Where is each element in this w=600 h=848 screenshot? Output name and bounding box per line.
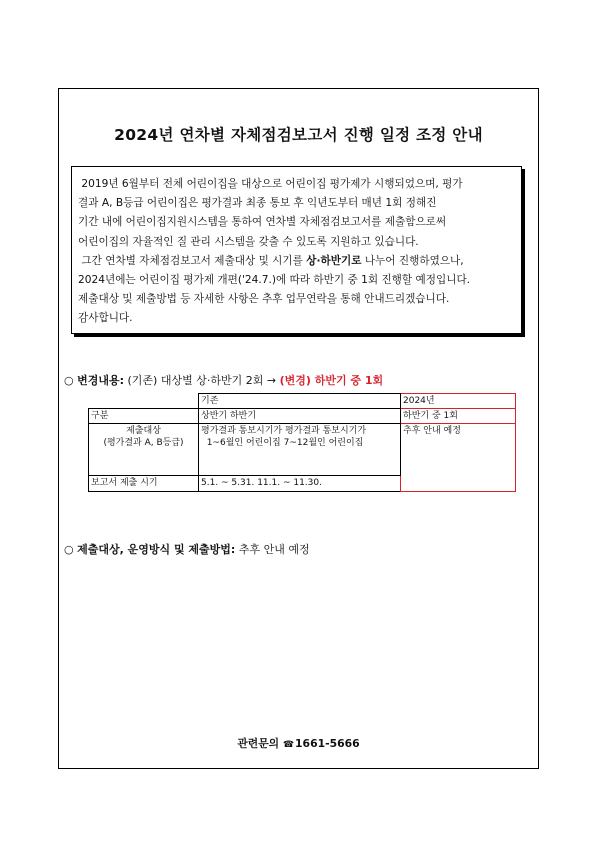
table-cell: 상반기 하반기 xyxy=(199,409,401,424)
table-header-cell xyxy=(89,394,199,409)
table-row xyxy=(89,424,516,476)
change-label: 변경내용: xyxy=(77,374,125,387)
document-title: 2024년 연차별 자체점검보고서 진행 일정 조정 안내 xyxy=(114,126,483,144)
table-cell: 추후 안내 예정 xyxy=(401,424,516,492)
contact-number: 1661-5666 xyxy=(295,737,360,750)
notice-line: 감사합니다. xyxy=(78,312,133,325)
bullet-icon: ○ xyxy=(64,543,74,556)
bullet-icon: ○ xyxy=(64,374,74,387)
notice-line: 기간 내에 어린이집지원시스템을 통하여 연차별 자체점검보고서를 제출함으로써 xyxy=(78,216,447,229)
change-before: (기존) 대상별 상·하반기 2회 → xyxy=(127,374,277,387)
table-cell: 구분 xyxy=(89,409,199,424)
table-cell: 보고서 제출 시기 xyxy=(89,476,199,492)
method-value: 추후 안내 예정 xyxy=(238,543,310,556)
change-after: (변경) 하반기 중 1회 xyxy=(279,374,384,387)
notice-line: 결과 A, B등급 어린이집은 평가결과 최종 통보 후 익년도부터 매년 1회 정해진 xyxy=(78,197,437,210)
table-cell: 평가결과 통보시기가 평가결과 통보시기가 1~6월인 어린이집 7~12월인 어린이집 xyxy=(199,424,401,476)
contact-line xyxy=(58,736,539,751)
notice-line: 그간 연차별 자체점검보고서 제출대상 및 시기를 상·하반기로 나누어 진행하였으나, xyxy=(81,254,464,267)
table-header-cell: 2024년 xyxy=(401,394,516,409)
table-cell: 5.1. ~ 5.31. 11.1. ~ 11.30. xyxy=(199,476,401,492)
contact-label: 관련문의 xyxy=(237,737,280,750)
schedule-table xyxy=(88,393,516,492)
notice-line: 어린이집의 자율적인 질 관리 시스템을 갖출 수 있도록 지원하고 있습니다. xyxy=(78,235,419,248)
table-cell: 제출대상 (평가결과 A, B등급) xyxy=(89,424,199,476)
table-cell: 하반기 중 1회 xyxy=(401,409,516,424)
notice-line: 2024년에는 어린이집 평가제 개편('24.7.)에 따라 하반기 중 1회 진행할 예정입니다. xyxy=(78,274,471,287)
notice-line: 2019년 6월부터 전체 어린이집을 대상으로 어린이집 평가제가 시행되었으며, 평가 xyxy=(81,178,463,190)
method-label: 제출대상, 운영방식 및 제출방법: xyxy=(77,543,236,556)
table-row xyxy=(89,409,516,424)
notice-box xyxy=(71,166,522,334)
table-header-cell: 기존 xyxy=(199,394,401,409)
phone-icon: ☎ xyxy=(282,740,295,750)
notice-line: 제출대상 및 제출방법 등 자세한 사항은 추후 업무연락을 통해 안내드리겠습니다. xyxy=(78,293,450,306)
table-header-row xyxy=(89,394,516,409)
method-section xyxy=(64,541,310,557)
change-section xyxy=(64,372,383,388)
